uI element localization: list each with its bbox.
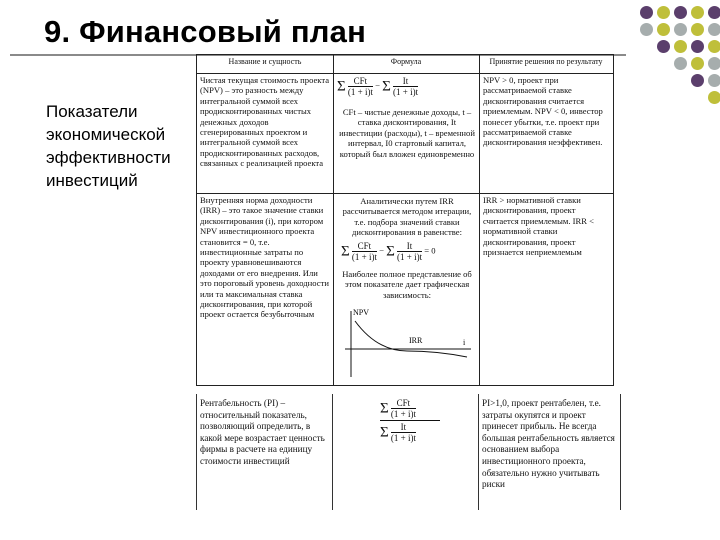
graph-axis-x: i: [463, 338, 466, 347]
header-formula: Формула: [390, 57, 422, 66]
dot: [708, 40, 720, 53]
npv-formula-den: (1 + i)t: [347, 87, 373, 97]
irr-equation: Σ $\frac{\text{CFt}}{(1 + i)t}$ − Σ $\frac{It}{(1 + i)t}$ = 0: [341, 241, 436, 262]
decorative-dot-grid: [640, 6, 720, 106]
dot: [708, 6, 720, 19]
irr-eq-num: CFt: [352, 241, 377, 252]
dot: [674, 57, 687, 70]
dot: [657, 23, 670, 36]
header-decision: Принятие решения по результату: [489, 57, 603, 66]
npv-decision: NPV > 0, проект при рассматриваемой ставке дисконтирования считается приемлемым. NPV < 0, инвестор понесет убытки, т.е. проект при рассматриваемой ставке дисконтирования неэффективен.: [483, 75, 603, 148]
indicators-table: [196, 54, 614, 386]
pi-description: Рентабельность (PI) – относительный показатель, позволяющий определить, в какой мере возрастает ценность фирмы в расчете на единицу стоимости инвестиций: [200, 398, 325, 466]
dot: [640, 23, 653, 36]
dot: [674, 6, 687, 19]
irr-decision: IRR > нормативной ставки дисконтирования, проект считается приемлемым. IRR < нормативной ставки дисконтирования, проект признается неприемлемым: [483, 195, 594, 258]
dot: [691, 6, 704, 19]
dot: [657, 6, 670, 19]
npv-formula-num2: It: [393, 76, 418, 87]
dot: [691, 23, 704, 36]
irr-eq-den2: (1 + i)t: [397, 252, 423, 262]
pi-formula-den2: (1 + i)t: [390, 433, 416, 443]
pi-formula-den: (1 + i)t: [390, 409, 416, 419]
dot: [708, 57, 720, 70]
irr-description: Внутренняя норма доходности (IRR) – это такое значение ставки дисконтирования (i), при котором NPV инвестиционного проекта становится = 0, т.е. инвестиционные затраты по проекту уравновешиваются доходами от его внедрения. Или это пороговый уровень доходности или та максимальная ставка дисконтирования, при которой проект остается безубыточным: [200, 195, 329, 320]
dot: [657, 40, 670, 53]
graph-irr-label: IRR: [409, 336, 423, 345]
irr-eq-num2: It: [397, 241, 422, 252]
pi-formula: Σ $\frac{\text{CFt}}{(1 + i)t}$ Σ $\frac{It}{(1 + i)t}$: [380, 398, 470, 464]
dot: [674, 40, 687, 53]
slide-subtitle: Показатели экономической эффективности инвестиций: [46, 102, 171, 190]
npv-description: Чистая текущая стоимость проекта (NPV) – это разность между интегральной суммой всех продисконтированных чистых денежных доходов сгенерированных проектом и интегральной суммой всех продисконтированных расходов, связанных с реализацией проекта: [200, 75, 330, 169]
irr-npv-graph: [337, 307, 477, 381]
pi-formula-num2: It: [391, 422, 416, 433]
npv-formula: Σ $\frac{\text{CFt}}{(1 + i)t}$ − Σ $\frac{It}{(1 + i)t}$: [337, 76, 419, 97]
npv-formula-num: CFt: [348, 76, 373, 87]
dot: [691, 74, 704, 87]
dot: [674, 23, 687, 36]
dot: [640, 6, 653, 19]
graph-axis-y: NPV: [353, 308, 370, 317]
dot: [691, 40, 704, 53]
dot: [708, 91, 720, 104]
irr-eq-den: (1 + i)t: [351, 252, 377, 262]
pi-decision: PI>1,0, проект рентабелен, т.е. затраты окупятся и проект принесет прибыль. Не всегда большая рентабельность является основанием выбора инвестиционного проекта, обязательно нужно учитывать риски: [482, 398, 615, 490]
npv-formula-den2: (1 + i)t: [393, 87, 419, 97]
dot: [708, 23, 720, 36]
dot: [708, 74, 720, 87]
npv-notes: CFt – чистые денежные доходы, t – ставка дисконтирования, It инвестиции (расходы), t – временной интервал, I0 стартовый капитал, который был вложен единовременно: [339, 107, 475, 159]
irr-formula-text: Аналитически путем IRR рассчитывается методом итерации, т.е. подбора значений ставки дисконтирования в равенстве:: [342, 196, 472, 238]
irr-graph-caption: Наиболее полное представление об этом показателе дает графическая зависимость:: [342, 269, 472, 300]
pi-table: [196, 394, 622, 510]
dot: [691, 57, 704, 70]
pi-formula-num: CFt: [391, 398, 416, 409]
slide-title: 9. Финансовый план: [44, 14, 367, 49]
header-name: Название и сущность: [228, 57, 302, 66]
irr-eq-zero: = 0: [424, 245, 436, 256]
